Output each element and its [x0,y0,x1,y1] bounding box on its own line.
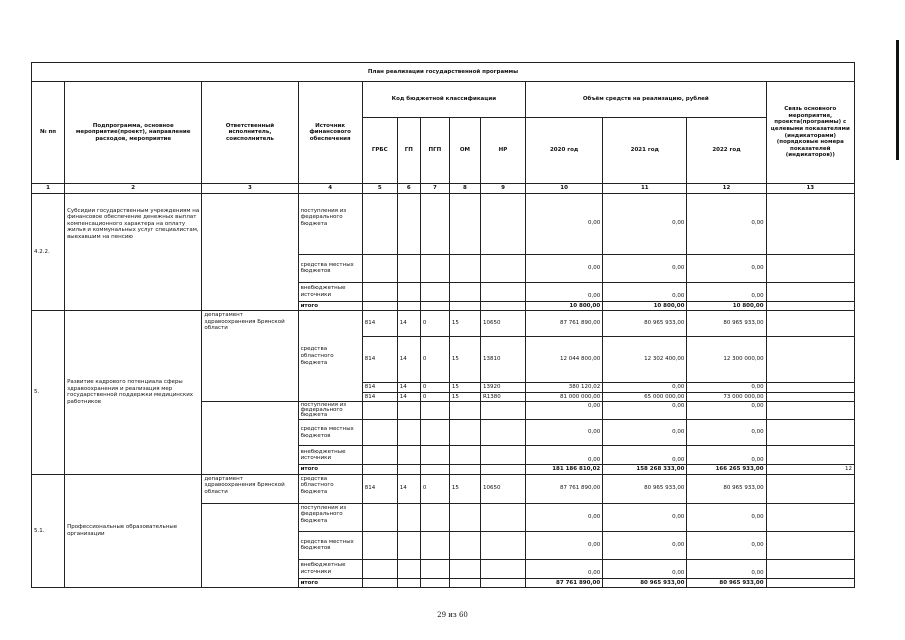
pgp-cell: 0 [420,474,449,503]
om-cell: 15 [449,383,480,393]
total-2021: 10 800,00 [603,301,687,311]
total-2022: 10 800,00 [687,301,766,311]
value-2020: 0,00 [526,503,603,531]
value-2022: 0,00 [687,446,766,465]
value-2020: 0,00 [526,282,603,301]
source-cell: итого [298,465,362,475]
value-2021: 0,00 [603,531,687,559]
header-source: Источник финансового обеспечения [298,82,362,184]
value-2020: 0,00 [526,402,603,420]
col-number: 8 [449,184,480,194]
total-2021: 158 268 333,00 [603,465,687,475]
pgp-cell: 0 [420,311,449,337]
pgp-cell: 0 [420,337,449,383]
source-cell: внебюджетные источники [298,282,362,301]
grbs-cell: 814 [362,392,397,402]
total-2021: 80 965 933,00 [603,578,687,588]
value-2022: 0,00 [687,254,766,282]
value-2022: 0,00 [687,420,766,446]
header-budget-code: Код бюджетной классификации [362,82,525,118]
nr-cell: 13920 [480,383,525,393]
implementation-plan-table [31,62,855,588]
source-cell: итого [298,578,362,588]
value-2020: 0,00 [526,254,603,282]
value-2021: 12 302 400,00 [603,337,687,383]
om-cell: 15 [449,337,480,383]
value-2022: 0,00 [687,531,766,559]
executor-cell [202,193,298,311]
col-number: 6 [397,184,420,194]
value-2022: 73 000 000,00 [687,392,766,402]
page-number: 29 из 60 [437,611,468,619]
nr-cell: R1380 [480,392,525,402]
scan-edge-mark [896,40,899,160]
source-cell: средства местных бюджетов [298,531,362,559]
grbs-cell: 814 [362,474,397,503]
nr-cell: 10650 [480,474,525,503]
executor-cell [202,402,298,474]
total-2022: 166 265 933,00 [687,465,766,475]
executor-cell: департамент здравоохранения Брянской области [202,311,298,402]
col-number: 2 [65,184,202,194]
source-cell: поступления из федерального бюджета [298,503,362,531]
header-2020: 2020 год [526,118,603,184]
source-cell: средства областного бюджета [298,474,362,503]
source-cell: поступления из федерального бюджета [298,193,362,254]
value-2021: 0,00 [603,383,687,393]
om-cell: 15 [449,474,480,503]
value-2020: 0,00 [526,420,603,446]
value-2021: 65 000 000,00 [603,392,687,402]
header-nr: НР [480,118,525,184]
value-2021: 0,00 [603,193,687,254]
value-2021: 0,00 [603,282,687,301]
value-2021: 0,00 [603,254,687,282]
nr-cell: 10650 [480,311,525,337]
col-number: 11 [603,184,687,194]
row-title: Субсидии государственным учреждениям на финансовое обеспечение денежных выплат компенсационного характера на оплату жилья и коммунальных услуг специалистам, выехавшим на пенсию [65,193,202,311]
row-number: 5.1. [32,474,65,588]
value-2020: 0,00 [526,446,603,465]
gp-cell: 14 [397,337,420,383]
col-number: 3 [202,184,298,194]
col-number: 4 [298,184,362,194]
value-2022: 80 965 933,00 [687,311,766,337]
table-row [32,474,855,503]
indicator-link: 12 [766,465,854,475]
value-2020: 0,00 [526,559,603,578]
header-executor: Ответственный исполнитель, соисполнитель [202,82,298,184]
value-2022: 80 965 933,00 [687,474,766,503]
source-cell: средства местных бюджетов [298,420,362,446]
col-number: 5 [362,184,397,194]
col-number: 10 [526,184,603,194]
source-cell: поступления из федерального бюджета [298,402,362,420]
table-row [32,311,855,337]
executor-cell [202,503,298,588]
header-gp: ГП [397,118,420,184]
value-2022: 0,00 [687,503,766,531]
header-link: Связь основного мероприятия, проекта(программы) с целевыми показателями (индикаторами) (порядковые номера показателей (индикаторов)) [766,82,854,184]
value-2022: 0,00 [687,559,766,578]
value-2022: 0,00 [687,282,766,301]
executor-cell: департамент здравоохранения Брянской области [202,474,298,503]
header-2022: 2022 год [687,118,766,184]
value-2021: 80 965 933,00 [603,311,687,337]
total-2020: 181 186 810,02 [526,465,603,475]
header-om: ОМ [449,118,480,184]
col-number: 12 [687,184,766,194]
nr-cell: 13810 [480,337,525,383]
col-number: 13 [766,184,854,194]
row-number: 5. [32,311,65,475]
source-cell: внебюджетные источники [298,559,362,578]
om-cell: 15 [449,392,480,402]
col-number: 7 [420,184,449,194]
value-2020: 0,00 [526,531,603,559]
table-title: План реализации государственной программы [32,63,855,82]
source-cell: внебюджетные источники [298,446,362,465]
col-number: 1 [32,184,65,194]
header-2021: 2021 год [603,118,687,184]
pgp-cell: 0 [420,383,449,393]
total-2020: 87 761 890,00 [526,578,603,588]
value-2022: 0,00 [687,402,766,420]
gp-cell: 14 [397,392,420,402]
value-2021: 0,00 [603,402,687,420]
gp-cell: 14 [397,383,420,393]
header-grbs: ГРБС [362,118,397,184]
value-2022: 12 300 000,00 [687,337,766,383]
total-2020: 10 800,00 [526,301,603,311]
value-2020: 0,00 [526,193,603,254]
value-2022: 0,00 [687,193,766,254]
header-subprogram: Подпрограмма, основное мероприятие(проект), направление расходов, мероприятие [65,82,202,184]
value-2020: 12 044 800,00 [526,337,603,383]
value-2021: 0,00 [603,559,687,578]
row-number: 4.2.2. [32,193,65,311]
om-cell: 15 [449,311,480,337]
column-number-row [32,184,855,194]
row-title: Профессиональные образовательные организации [65,474,202,588]
value-2022: 0,00 [687,383,766,393]
value-2021: 0,00 [603,446,687,465]
value-2021: 0,00 [603,503,687,531]
header-num: № пп [32,82,65,184]
grbs-cell: 814 [362,383,397,393]
source-cell: средства местных бюджетов [298,254,362,282]
source-cell: итого [298,301,362,311]
value-2020: 380 120,02 [526,383,603,393]
header-funds: Объём средств на реализацию, рублей [526,82,767,118]
grbs-cell: 814 [362,311,397,337]
table-row [32,193,855,254]
total-2022: 80 965 933,00 [687,578,766,588]
col-number: 9 [480,184,525,194]
header-pgp: ПГП [420,118,449,184]
source-cell: средства областного бюджета [298,311,362,402]
value-2020: 87 761 890,00 [526,474,603,503]
value-2021: 0,00 [603,420,687,446]
row-title: Развитие кадрового потенциала сферы здравоохранения и реализация мер государственной поддержки медицинских работников [65,311,202,475]
pgp-cell: 0 [420,392,449,402]
gp-cell: 14 [397,474,420,503]
value-2020: 81 000 000,00 [526,392,603,402]
value-2020: 87 761 890,00 [526,311,603,337]
value-2021: 80 965 933,00 [603,474,687,503]
grbs-cell: 814 [362,337,397,383]
gp-cell: 14 [397,311,420,337]
